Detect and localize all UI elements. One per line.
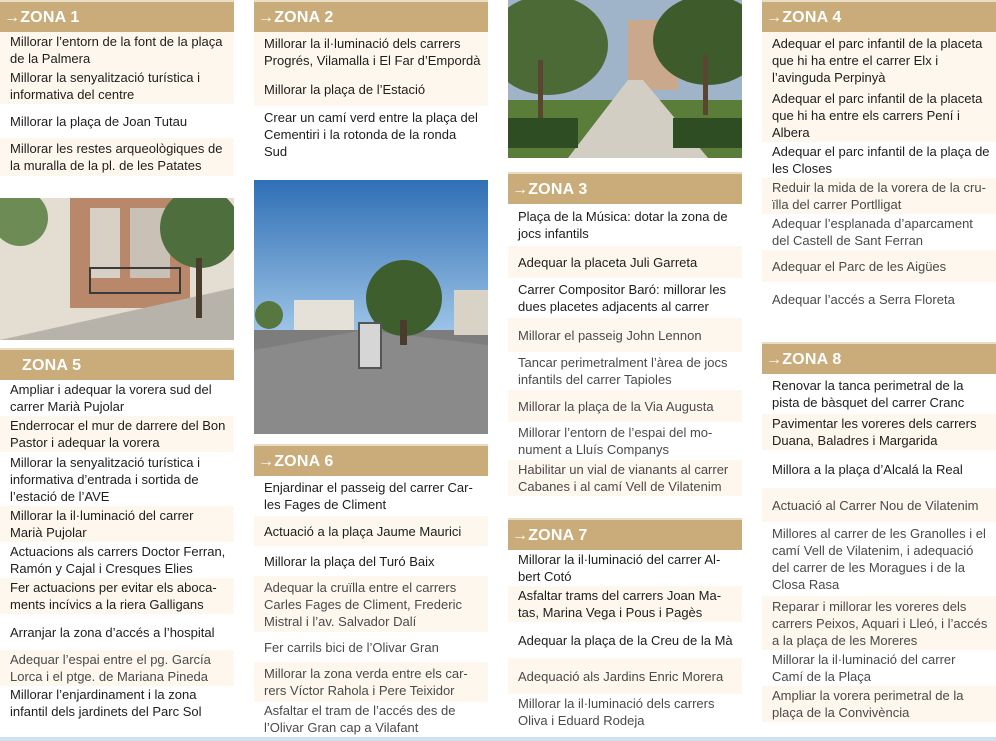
list-item: Adequar la plaça de la Creu de la Mà	[508, 622, 742, 658]
list-item: Millorar la zona verda entre els carrers Víctor Rahola i Pere Teixidor	[254, 662, 488, 702]
list-item: Millorar la plaça de l’Estació	[254, 72, 488, 106]
list-item: Tancar perimetralment l’àrea de jocs infantils del carrer Tapioles	[508, 352, 742, 390]
list-item: Ampliar i adequar la vorera sud del carrer Marià Pujolar	[0, 380, 234, 416]
zona-6-header: →ZONA 6	[254, 444, 488, 476]
zona-3-block	[508, 172, 742, 496]
list-item: Millorar l’entorn de la font de la plaça de la Palmera	[0, 32, 234, 68]
zona-8-block	[762, 342, 996, 722]
zona-8-header: →ZONA 8	[762, 342, 996, 374]
list-item: Reparar i millorar les voreres dels carrers Peixos, Aquari i Lleó, i l’accés a la plaça de les Moreres	[762, 596, 996, 650]
list-item: Actuacions als carrers Doctor Ferran, Ramón y Cajal i Cresques Elies	[0, 542, 234, 578]
list-item: Adequar el Parc de les Aigües	[762, 250, 996, 282]
list-item: Crear un camí verd entre la plaça del Cementiri i la rotonda de la ronda Sud	[254, 106, 488, 162]
list-item: Millorar la plaça del Turó Baix	[254, 546, 488, 576]
park-path-photo	[508, 0, 742, 158]
list-item: Adequar la placeta Juli Garreta	[508, 246, 742, 278]
list-item: Millorar les restes arqueològiques de la muralla de la pl. de les Patates	[0, 138, 234, 176]
list-item: Fer actuacions per evitar els abocaments incívics a la riera Galligans	[0, 578, 234, 614]
list-item: Pavimentar les voreres dels carrers Duana, Baladres i Margarida	[762, 414, 996, 450]
list-item: Millorar la il·luminació dels carrers Oliva i Eduard Rodeja	[508, 694, 742, 730]
list-item: Millorar la plaça de Joan Tutau	[0, 104, 234, 138]
list-item: Habilitar un vial de vianants al carrer Cabanes i al camí Vell de Vilatenim	[508, 460, 742, 496]
list-item: Millorar la senyalització turística i informativa del centre	[0, 68, 234, 104]
list-item: Adequar l’esplanada d’aparcament del Castell de Sant Ferran	[762, 214, 996, 250]
column-2	[254, 0, 488, 735]
list-item: Millorar la il·luminació del carrer Albert Cotó	[508, 550, 742, 586]
list-item: Enjardinar el passeig del carrer Carles Fages de Climent	[254, 476, 488, 516]
list-item: Reduir la mida de la vorera de la cruïlla del carrer Portlligat	[762, 178, 996, 214]
list-item: Millorar la plaça de la Via Augusta	[508, 390, 742, 422]
list-item: Adequar l’espai entre el pg. García Lorca i el ptge. de Mariana Pineda	[0, 650, 234, 686]
list-item: Carrer Compositor Baró: millorar les dues placetes adjacents al carrer	[508, 278, 742, 318]
list-item: Millorar la il·luminació dels carrers Progrés, Vilamalla i El Far d’Empordà	[254, 32, 488, 72]
list-item: Adequar el parc infantil de la placeta que hi ha entre els carrers Pení i Albera	[762, 88, 996, 142]
list-item: Millorar la il·luminació del carrer Marià Pujolar	[0, 506, 234, 542]
road-photo	[254, 180, 488, 434]
zona-1-header: →ZONA 1	[0, 0, 234, 32]
list-item: Millorar el passeig John Lennon	[508, 318, 742, 352]
zona-5-header: ZONA 5	[0, 348, 234, 380]
zona-3-header: →ZONA 3	[508, 172, 742, 204]
list-item: Adequar l’accés a Serra Floreta	[762, 282, 996, 316]
list-item: Ampliar la vorera perimetral de la plaça de la Convivència	[762, 686, 996, 722]
list-item: Enderrocar el mur de darrere del Bon Pastor i adequar la vorera	[0, 416, 234, 452]
list-item: Arranjar la zona d’accés a l’hospital	[0, 614, 234, 650]
zona-2-header: →ZONA 2	[254, 0, 488, 32]
list-item: Adequar el parc infantil de la plaça de les Closes	[762, 142, 996, 178]
list-item: Plaça de la Música: dotar la zona de jocs infantils	[508, 204, 742, 246]
zona-1-list	[0, 32, 234, 176]
zona-5-block	[0, 348, 234, 720]
list-item: Millorar la senyalització turística i informativa d’entrada i sortida de l’estació de l’AVE	[0, 452, 234, 506]
zona-7-block	[508, 518, 742, 730]
list-item: Asfaltar el tram de l’accés des de l’Olivar Gran cap a Vilafant	[254, 702, 488, 736]
list-item: Millora a la plaça d’Alcalá la Real	[762, 450, 996, 488]
list-item: Millorar la il·luminació del carrer Camí de la Plaça	[762, 650, 996, 686]
list-item: Millorar l’enjardinament i la zona infantil dels jardinets del Parc Sol	[0, 686, 234, 720]
list-item: Renovar la tanca perimetral de la pista de bàsquet del carrer Cranc	[762, 374, 996, 414]
list-item: Asfaltar trams del carrers Joan Matas, Marina Vega i Pous i Pagès	[508, 586, 742, 622]
column-1	[0, 0, 234, 719]
zona-6-block	[254, 444, 488, 736]
list-item: Adequar el parc infantil de la placeta que hi ha entre el carrer Elx i l’avinguda Perpinyà	[762, 32, 996, 88]
bottom-divider	[0, 737, 996, 741]
list-item: Millores al carrer de les Granolles i el camí Vell de Vilatenim, i adequació del carrer de les Moragues i de la Closa Rasa	[762, 522, 996, 596]
list-item: Fer carrils bici de l’Olivar Gran	[254, 632, 488, 662]
list-item: Actuació a la plaça Jaume Maurici	[254, 516, 488, 546]
list-item: Millorar l’entorn de l’espai del monument a Lluís Companys	[508, 422, 742, 460]
zona-4-header: →ZONA 4	[762, 0, 996, 32]
list-item: Adequar la cruïlla entre el carrers Carles Fages de Climent, Frederic Mistral i l’av. Salvador Dalí	[254, 576, 488, 632]
street-building-photo	[0, 198, 234, 340]
column-4	[762, 0, 996, 720]
list-item: Adequació als Jardins Enric Morera	[508, 658, 742, 694]
zona-7-header: →ZONA 7	[508, 518, 742, 550]
list-item: Actuació al Carrer Nou de Vilatenim	[762, 488, 996, 522]
